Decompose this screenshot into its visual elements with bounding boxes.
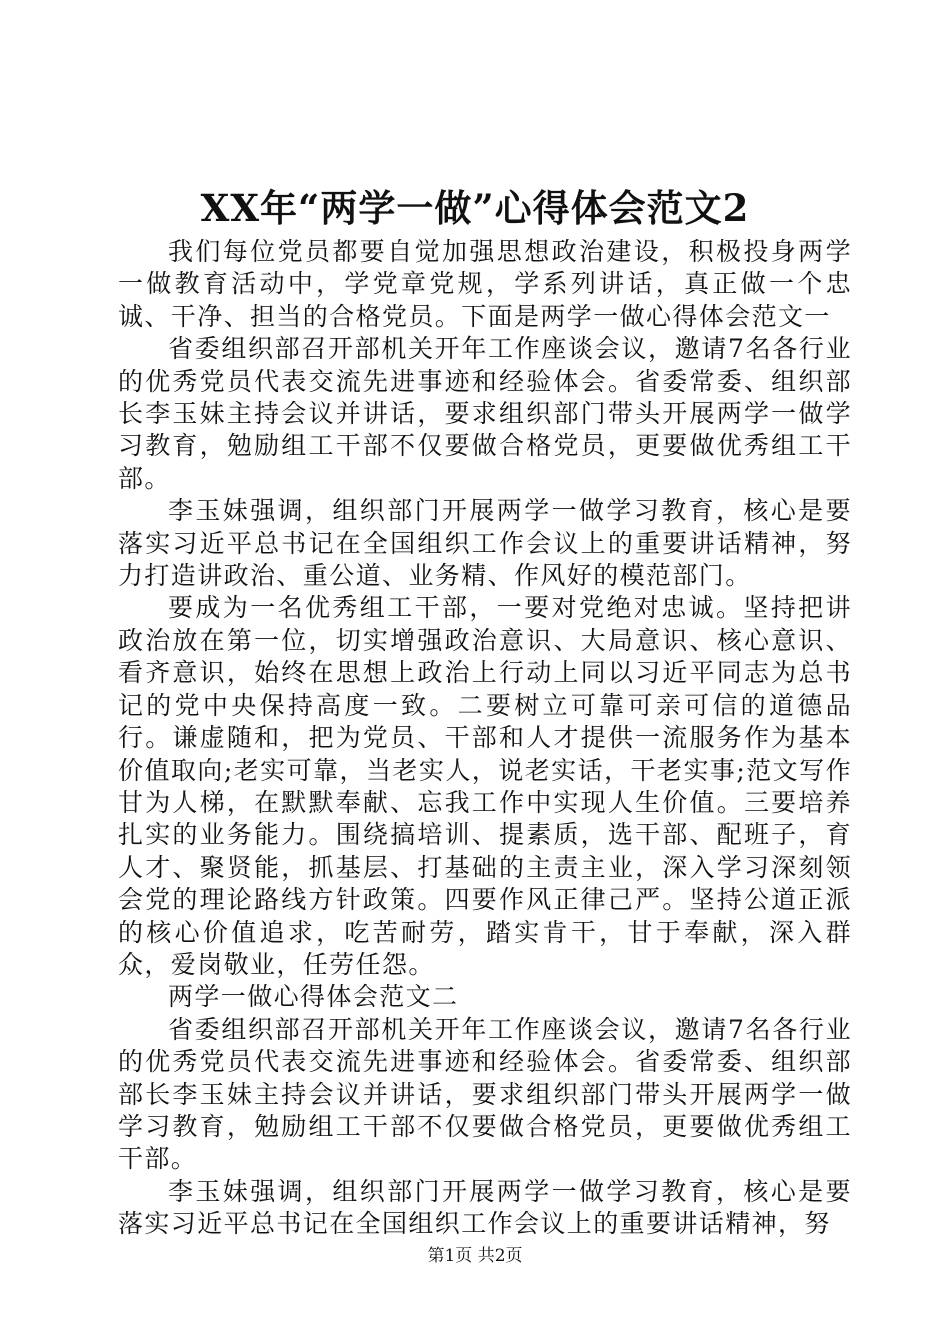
document-title: XX年“两学一做”心得体会范文2 (200, 186, 750, 230)
section-heading-sample-two: 两学一做心得体会范文二 (168, 982, 459, 1012)
page-footer: 第1页 共2页 (427, 1246, 523, 1266)
paragraph-meeting: 省委组织部召开部机关开年工作座谈会议，邀请7名各行业的优秀党员代表交流先进事迹和经验体会。省委常委、组织部长李玉妹主持会议并讲话，要求组织部门带头开展两学一做学习教育，勉励组工干部不仅要做合格党员，更要做优秀组工干部。 (118, 334, 852, 493)
document-body (118, 236, 852, 1241)
paragraph-emphasis: 李玉妹强调，组织部门开展两学一做学习教育，核心是要落实习近平总书记在全国组织工作会议上的重要讲话精神，努力打造讲政治、重公道、业务精、作风好的模范部门。 (118, 496, 852, 591)
paragraph-requirements: 要成为一名优秀组工干部，一要对党绝对忠诚。坚持把讲政治放在第一位，切实增强政治意识、大局意识、核心意识、看齐意识，始终在思想上政治上行动上同以习近平同志为总书记的党中央保持高度一致。二要树立可靠可亲可信的道德品行。谦虚随和，把为党员、干部和人才提供一流服务作为基本价值取向;老实可靠，当老实人，说老实话，干老实事;范文写作甘为人梯，在默默奉献、忘我工作中实现人生价值。三要培养扎实的业务能力。围绕搞培训、提素质，选干部、配班子，育人才、聚贤能，抓基层、打基础的主责主业，深入学习深刻领会党的理论路线方针政策。四要作风正律己严。坚持公道正派的核心价值追求，吃苦耐劳，踏实肯干，甘于奉献，深入群众，爱岗敬业，任劳任怨。 (118, 593, 852, 979)
paragraph-emphasis-repeat: 李玉妹强调，组织部门开展两学一做学习教育，核心是要落实习近平总书记在全国组织工作会议上的重要讲话精神，努 (118, 1176, 852, 1239)
paragraph-meeting-repeat: 省委组织部召开部机关开年工作座谈会议，邀请7名各行业的优秀党员代表交流先进事迹和经验体会。省委常委、组织部部长李玉妹主持会议并讲话，要求组织部门带头开展两学一做学习教育，勉励组工干部不仅要做合格党员，更要做优秀组工干部。 (118, 1014, 852, 1174)
paragraph-intro: 我们每位党员都要自觉加强思想政治建设，积极投身两学一做教育活动中，学党章党规，学系列讲话，真正做一个忠诚、干净、担当的合格党员。下面是两学一做心得体会范文一 (118, 237, 852, 331)
